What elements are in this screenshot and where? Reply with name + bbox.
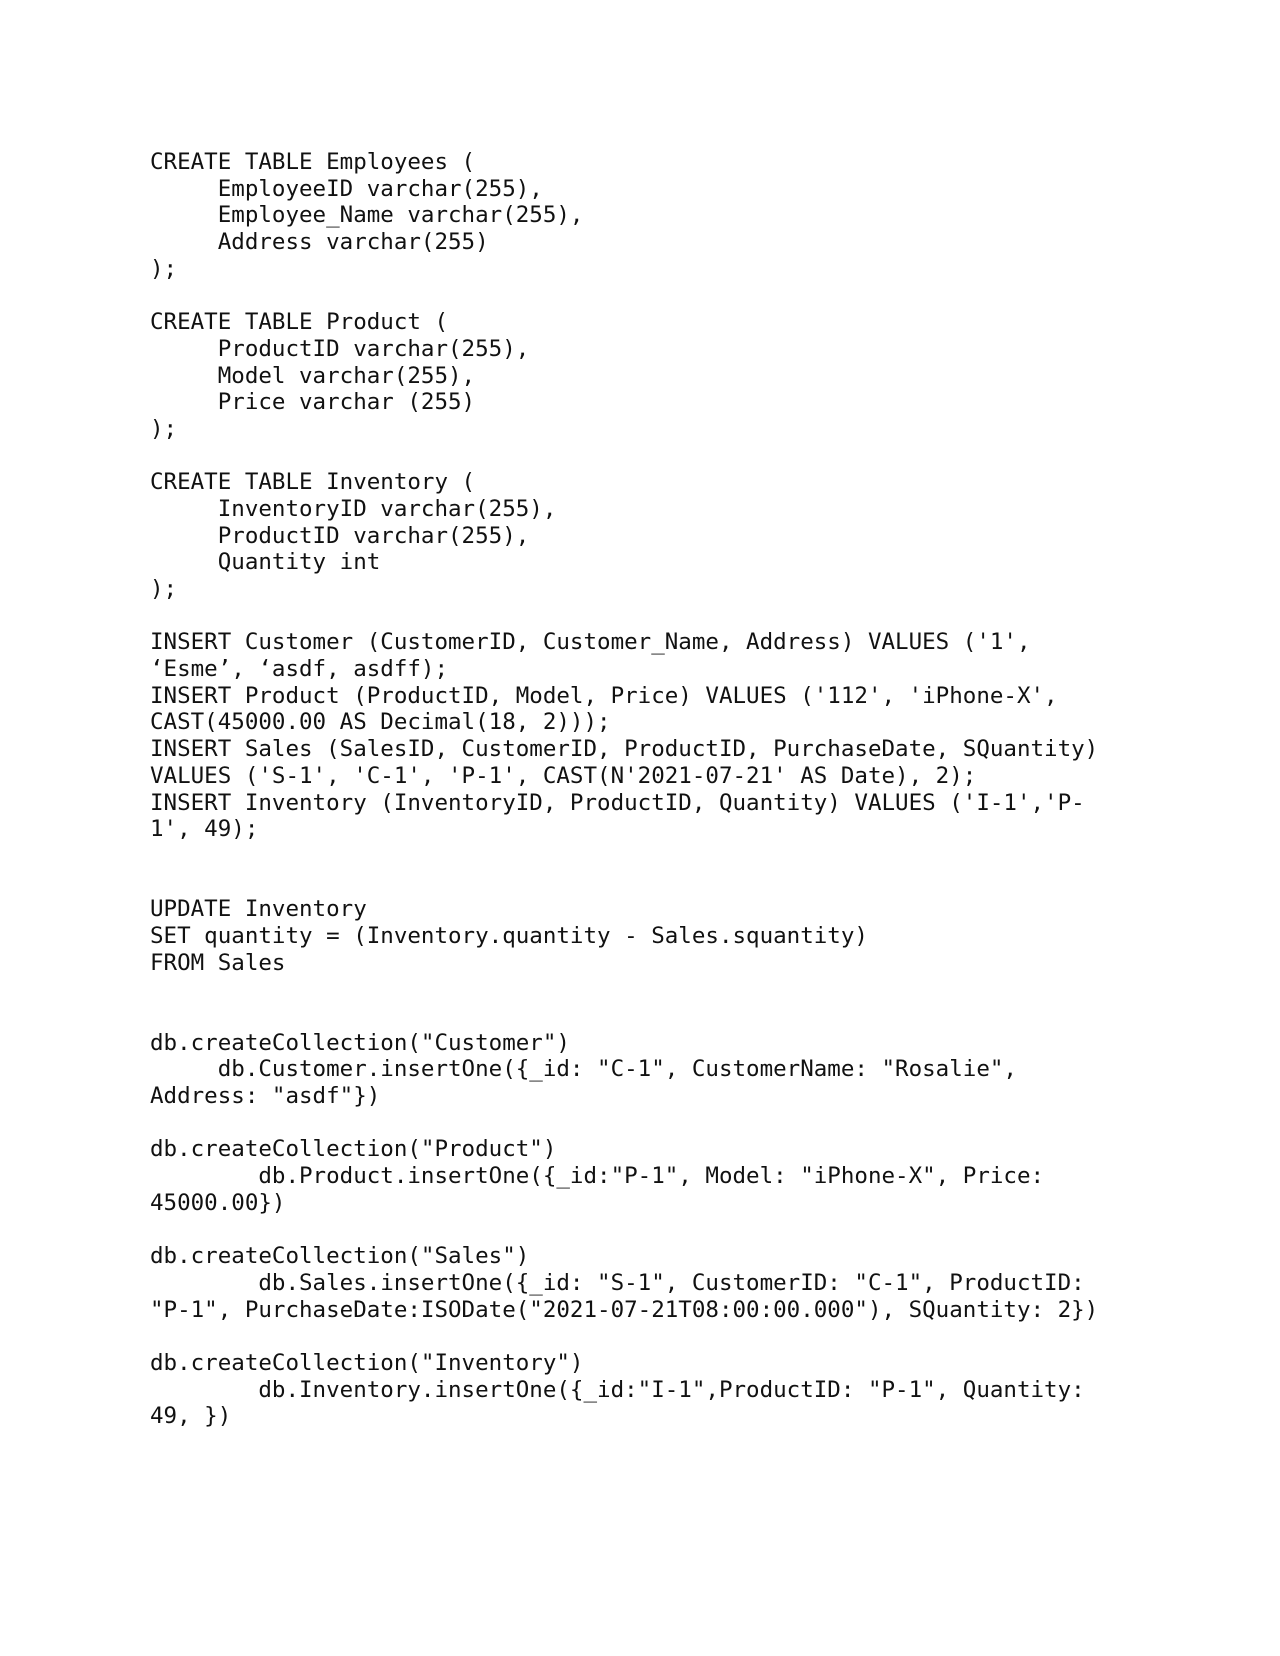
code-line: UPDATE Inventory [150, 896, 367, 923]
blank-line [150, 282, 1220, 309]
code-line: CAST(45000.00 AS Decimal(18, 2))); [150, 709, 611, 736]
code-line: INSERT Product (ProductID, Model, Price) VALUES ('112', 'iPhone-X', [150, 682, 1058, 709]
blank-line [150, 1217, 1220, 1244]
code-line: db.Sales.insertOne({_id: "S-1", CustomerID: "C-1", ProductID: [150, 1269, 1085, 1296]
blank-line [150, 1110, 1220, 1137]
code-line: Price varchar (255) [150, 389, 476, 416]
code-line: VALUES ('S-1', 'C-1', 'P-1', CAST(N'2021-07-21' AS Date), 2); [150, 762, 977, 789]
code-line: Address: "asdf"}) [150, 1083, 381, 1110]
code-line: ); [150, 255, 178, 282]
code-line: ProductID varchar(255), [150, 335, 530, 362]
code-line: db.Customer.insertOne({_id: "C-1", CustomerName: "Rosalie", [150, 1056, 1017, 1083]
mongo-customer-block [150, 1030, 1220, 1110]
code-line: Address varchar(255) [150, 229, 489, 256]
code-line: CREATE TABLE Employees ( [150, 149, 476, 175]
code-line: EmployeeID varchar(255), [150, 175, 543, 202]
code-line: db.createCollection("Sales") [150, 1243, 530, 1270]
code-line: Employee_Name varchar(255), [150, 202, 584, 229]
create-inventory-block [150, 469, 1220, 602]
code-line: Quantity int [150, 549, 381, 576]
code-line: SET quantity = (Inventory.quantity - Sales.squantity) [150, 922, 868, 949]
mongo-inventory-block [150, 1350, 1220, 1430]
mongo-sales-block [150, 1243, 1220, 1323]
code-line: ‘Esme’, ‘asdf, asdff); [150, 656, 449, 683]
create-employees-block [150, 149, 1220, 282]
mongo-product-block [150, 1136, 1220, 1216]
code-line: FROM Sales [150, 949, 286, 976]
code-line: Model varchar(255), [150, 362, 476, 389]
code-line: 45000.00}) [150, 1189, 286, 1216]
code-line: db.Product.insertOne({_id:"P-1", Model: "iPhone-X", Price: [150, 1163, 1045, 1190]
code-line: INSERT Inventory (InventoryID, ProductID, Quantity) VALUES ('I-1','P- [150, 789, 1085, 816]
blank-line [150, 603, 1220, 630]
code-line: db.createCollection("Product") [150, 1136, 557, 1163]
code-line: ProductID varchar(255), [150, 522, 530, 549]
insert-statements-block [150, 629, 1220, 843]
code-line: CREATE TABLE Product ( [150, 309, 449, 336]
code-line: INSERT Sales (SalesID, CustomerID, ProductID, PurchaseDate, SQuantity) [150, 736, 1099, 763]
code-line: ); [150, 415, 178, 442]
code-line: "P-1", PurchaseDate:ISODate("2021-07-21T08:00:00.000"), SQuantity: 2}) [150, 1296, 1099, 1323]
blank-line [150, 843, 1220, 896]
update-inventory-block [150, 896, 1220, 976]
code-line: InventoryID varchar(255), [150, 495, 557, 522]
blank-line [150, 443, 1220, 470]
code-line: CREATE TABLE Inventory ( [150, 469, 476, 496]
code-line: 1', 49); [150, 816, 259, 843]
blank-line [150, 1323, 1220, 1350]
create-product-block [150, 309, 1220, 442]
code-line: db.createCollection("Customer") [150, 1029, 570, 1056]
code-line: INSERT Customer (CustomerID, Customer_Name, Address) VALUES ('1', [150, 629, 1031, 656]
code-line: db.createCollection("Inventory") [150, 1349, 584, 1376]
code-line: db.Inventory.insertOne({_id:"I-1",ProductID: "P-1", Quantity: [150, 1376, 1085, 1403]
document-page [150, 149, 1220, 1430]
code-line: ); [150, 576, 178, 602]
blank-line [150, 976, 1220, 1029]
code-line: 49, }) [150, 1403, 232, 1430]
